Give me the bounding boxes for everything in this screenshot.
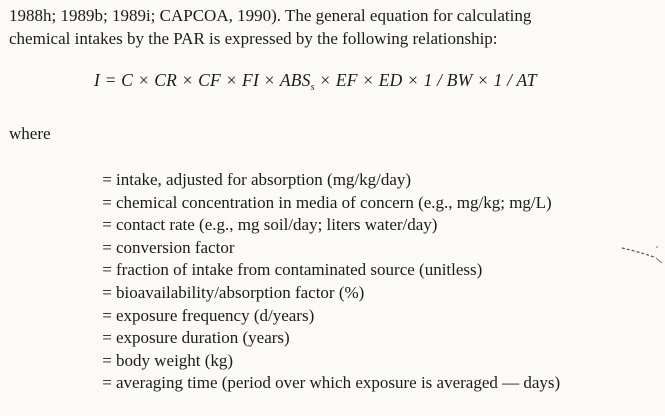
definition-text: averaging time (period over which exposure is averaged — days) — [116, 373, 561, 393]
definition-text: exposure frequency (d/years) — [116, 305, 315, 325]
equals-sign: = — [102, 192, 112, 212]
paragraph-line-1: 1988h; 1989b; 1989i; CAPCOA, 1990). The general equation for calculating — [9, 6, 532, 25]
paragraph-line-2: chemical intakes by the PAR is expressed by the following relationship: — [9, 29, 498, 48]
equals-sign: = — [102, 260, 112, 280]
equation-subscript: s — [310, 82, 315, 93]
equals-sign: = — [102, 282, 112, 302]
equals-sign: = — [102, 328, 112, 348]
definition-text: bioavailability/absorption factor (%) — [116, 282, 365, 302]
definition-text: chemical concentration in media of concern (e.g., mg/kg; mg/L) — [116, 192, 552, 212]
definition-text: intake, adjusted for absorption (mg/kg/day) — [116, 170, 412, 189]
equation-lhs: I = C × CR × CF × FI × ABS — [94, 70, 311, 90]
equals-sign: = — [102, 373, 112, 393]
equals-sign: = — [102, 350, 112, 370]
equals-sign: = — [102, 305, 112, 325]
equals-sign: = — [102, 170, 112, 189]
equation-rhs: × EF × ED × 1 / BW × 1 / AT — [314, 70, 537, 90]
definition-text: body weight (kg) — [116, 350, 234, 370]
definition-text: conversion factor — [116, 237, 235, 257]
definition-text: fraction of intake from contaminated source (unitless) — [116, 260, 483, 280]
intake-equation — [94, 70, 537, 93]
where-label: where — [9, 124, 51, 143]
definition-text: exposure duration (years) — [116, 328, 290, 348]
intro-paragraph — [9, 4, 659, 50]
equals-sign: = — [102, 237, 112, 257]
definition-text: contact rate (e.g., mg soil/day; liters water/day) — [116, 215, 438, 235]
equals-sign: = — [102, 215, 112, 235]
pen-stray-mark — [620, 244, 664, 264]
